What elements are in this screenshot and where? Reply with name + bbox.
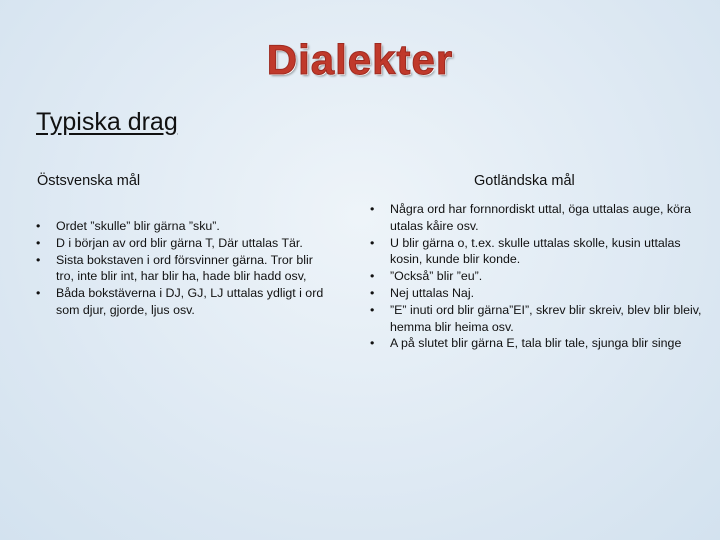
list-item: • Nej uttalas Naj. xyxy=(370,285,705,302)
list-item: • Några ord har fornnordiskt uttal, öga uttalas auge, köra utalas kåire osv. xyxy=(370,201,705,235)
list-item: • A på slutet blir gärna E, tala blir tale, sjunga blir singe xyxy=(370,335,705,352)
left-column-heading: Östsvenska mål xyxy=(37,173,141,189)
left-bullet-list xyxy=(36,218,326,319)
list-item: • D i början av ord blir gärna T, Där uttalas Tär. xyxy=(36,235,326,252)
right-column-heading: Gotländska mål xyxy=(474,173,575,189)
list-item: • Båda bokstäverna i DJ, GJ, LJ uttalas ydligt i ord som djur, gjorde, ljus osv. xyxy=(36,285,326,319)
slide-subtitle: Typiska drag xyxy=(36,108,178,136)
list-item: • Sista bokstaven i ord försvinner gärna. Tror blir tro, inte blir int, har blir ha, hade blir hadd osv, xyxy=(36,252,326,286)
slide-title: Dialekter xyxy=(266,36,454,83)
right-bullet-list xyxy=(370,201,705,352)
list-item: • U blir gärna o, t.ex. skulle uttalas skolle, kusin uttalas kosin, kunde blir konde. xyxy=(370,235,705,269)
list-item: • ”E” inuti ord blir gärna”EI”, skrev blir skreiv, blev blir bleiv, hemma blir heima osv. xyxy=(370,302,705,336)
list-item: • ”Också” blir ”eu”. xyxy=(370,268,705,285)
list-item: • Ordet ”skulle” blir gärna ”sku”. xyxy=(36,218,326,235)
